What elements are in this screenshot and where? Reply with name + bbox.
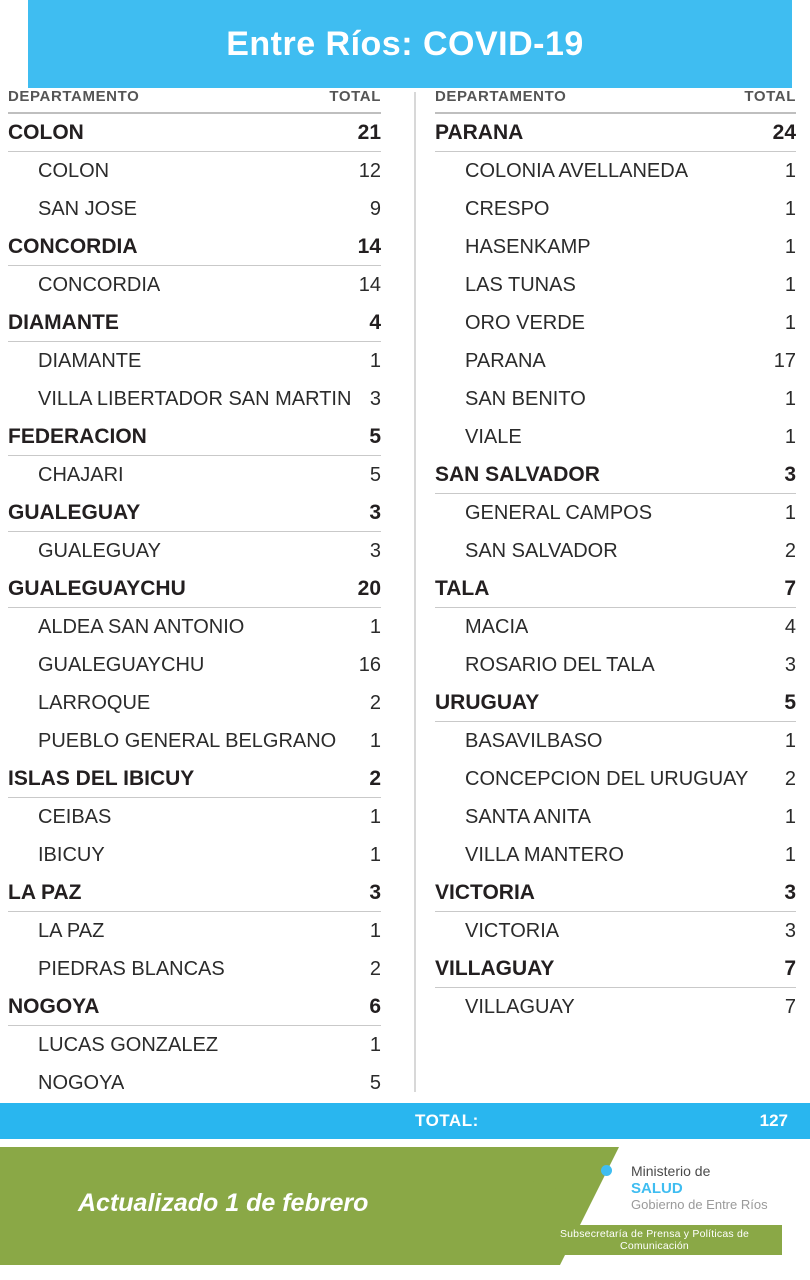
row-value: 14 <box>357 234 381 258</box>
row-value: 3 <box>369 539 381 562</box>
row-value: 2 <box>369 766 381 790</box>
row-name: LA PAZ <box>38 919 105 942</box>
row-name: DIAMANTE <box>8 310 119 334</box>
page-title: Entre Ríos: COVID-19 <box>226 24 584 63</box>
row-value: 3 <box>784 880 796 904</box>
table-row <box>435 342 796 380</box>
logo-mark: er <box>527 1162 569 1215</box>
column-header-right <box>435 88 796 114</box>
logo-gobierno-text: Gobierno de Entre Ríos <box>631 1197 768 1212</box>
row-value: 3 <box>369 387 381 410</box>
row-name: GUALEGUAY <box>8 500 141 524</box>
row-value: 1 <box>784 273 796 296</box>
row-name: COLON <box>38 159 110 182</box>
table-row <box>8 836 381 874</box>
row-name: CONCEPCION DEL URUGUAY <box>465 767 749 790</box>
row-name: ALDEA SAN ANTONIO <box>38 615 245 638</box>
table-row <box>435 988 796 1026</box>
row-name: PARANA <box>465 349 546 372</box>
row-value: 4 <box>369 310 381 334</box>
row-value: 1 <box>369 843 381 866</box>
table-row <box>8 418 381 456</box>
table-row <box>435 380 796 418</box>
row-name: GENERAL CAMPOS <box>465 501 653 524</box>
row-value: 1 <box>784 501 796 524</box>
row-name: SAN BENITO <box>465 387 586 410</box>
column-header-total: TOTAL <box>744 88 796 105</box>
row-name: VILLAGUAY <box>465 995 575 1018</box>
row-name: VILLA MANTERO <box>465 843 624 866</box>
table-column-left <box>0 88 405 1100</box>
table-row <box>8 608 381 646</box>
row-name: NOGOYA <box>8 994 100 1018</box>
row-value: 7 <box>784 956 796 980</box>
row-name: IBICUY <box>38 843 105 866</box>
table-row <box>435 874 796 912</box>
row-value: 1 <box>369 729 381 752</box>
row-value: 2 <box>784 767 796 790</box>
table-row <box>8 304 381 342</box>
table-row <box>435 760 796 798</box>
row-name: SAN SALVADOR <box>465 539 618 562</box>
row-name: LA PAZ <box>8 880 82 904</box>
table-row <box>8 266 381 304</box>
column-header-department: DEPARTAMENTO <box>435 88 567 105</box>
table-row <box>435 418 796 456</box>
table-row <box>435 456 796 494</box>
table-row <box>435 722 796 760</box>
row-value: 1 <box>784 235 796 258</box>
row-name: LUCAS GONZALEZ <box>38 1033 219 1056</box>
table-row <box>8 874 381 912</box>
column-divider <box>414 92 416 1092</box>
table-row <box>435 570 796 608</box>
row-name: COLONIA AVELLANEDA <box>465 159 689 182</box>
row-value: 4 <box>784 615 796 638</box>
row-value: 3 <box>784 462 796 486</box>
table-row <box>8 722 381 760</box>
row-name: VICTORIA <box>435 880 535 904</box>
table-row <box>435 152 796 190</box>
row-name: LAS TUNAS <box>465 273 576 296</box>
table-row <box>8 380 381 418</box>
table-row <box>435 798 796 836</box>
table-row <box>435 836 796 874</box>
table-row <box>8 1026 381 1064</box>
table-row <box>8 228 381 266</box>
row-value: 6 <box>369 994 381 1018</box>
row-value: 1 <box>784 805 796 828</box>
row-value: 5 <box>369 463 381 486</box>
row-name: LARROQUE <box>38 691 151 714</box>
row-name: VILLAGUAY <box>435 956 555 980</box>
page-footer <box>0 1139 810 1280</box>
row-value: 1 <box>369 1033 381 1056</box>
table-row <box>8 570 381 608</box>
logo-subsecretaria-text: Subsecretaría de Prensa y Políticas de Comunicación <box>527 1225 782 1255</box>
row-name: GUALEGUAYCHU <box>38 653 205 676</box>
row-value: 1 <box>784 843 796 866</box>
row-name: GUALEGUAYCHU <box>8 576 186 600</box>
table-row <box>8 950 381 988</box>
row-name: PIEDRAS BLANCAS <box>38 957 225 980</box>
row-name: ORO VERDE <box>465 311 586 334</box>
row-name: TALA <box>435 576 490 600</box>
row-value: 3 <box>369 880 381 904</box>
logo-salud-text: SALUD <box>631 1180 683 1197</box>
row-value: 1 <box>369 919 381 942</box>
table-row <box>8 798 381 836</box>
table-row <box>435 266 796 304</box>
row-name: COLON <box>8 120 84 144</box>
ministry-logo <box>527 1157 782 1257</box>
row-name: DIAMANTE <box>38 349 142 372</box>
table-row <box>8 456 381 494</box>
row-name: NOGOYA <box>38 1071 125 1094</box>
table-row <box>435 646 796 684</box>
row-value: 1 <box>784 159 796 182</box>
row-value: 14 <box>358 273 381 296</box>
column-header-total: TOTAL <box>329 88 381 105</box>
table-row <box>435 228 796 266</box>
table-row <box>435 304 796 342</box>
row-value: 1 <box>784 197 796 220</box>
row-name: VICTORIA <box>465 919 560 942</box>
table-row <box>8 646 381 684</box>
table-row <box>435 494 796 532</box>
table-row <box>8 532 381 570</box>
row-name: SANTA ANITA <box>465 805 591 828</box>
table-row <box>8 494 381 532</box>
table-row <box>8 152 381 190</box>
row-value: 9 <box>369 197 381 220</box>
row-name: CONCORDIA <box>8 234 138 258</box>
table-row <box>435 912 796 950</box>
row-value: 3 <box>369 500 381 524</box>
table-row <box>435 608 796 646</box>
row-name: CONCORDIA <box>38 273 161 296</box>
row-name: VIALE <box>465 425 522 448</box>
row-value: 20 <box>357 576 381 600</box>
row-value: 17 <box>773 349 796 372</box>
page-header <box>0 0 810 88</box>
row-value: 3 <box>784 653 796 676</box>
row-name: FEDERACION <box>8 424 147 448</box>
row-name: SAN JOSE <box>38 197 137 220</box>
logo-ministerio-text: Ministerio de <box>631 1163 711 1179</box>
row-name: VILLA LIBERTADOR SAN MARTIN <box>38 387 352 410</box>
row-name: CHAJARI <box>38 463 124 486</box>
table-row <box>8 912 381 950</box>
row-value: 1 <box>369 615 381 638</box>
row-name: CEIBAS <box>38 805 112 828</box>
row-name: URUGUAY <box>435 690 540 714</box>
row-name: PARANA <box>435 120 524 144</box>
row-value: 2 <box>784 539 796 562</box>
update-date: Actualizado 1 de febrero <box>78 1189 369 1217</box>
row-value: 21 <box>357 120 381 144</box>
row-value: 7 <box>784 576 796 600</box>
table-row <box>8 1064 381 1102</box>
row-name: ROSARIO DEL TALA <box>465 653 655 676</box>
table-row <box>8 684 381 722</box>
data-table <box>0 88 810 1100</box>
table-row <box>435 114 796 152</box>
row-value: 16 <box>358 653 381 676</box>
row-value: 2 <box>369 691 381 714</box>
row-name: PUEBLO GENERAL BELGRANO <box>38 729 337 752</box>
table-row <box>435 190 796 228</box>
row-value: 1 <box>369 349 381 372</box>
header-right-notch <box>792 0 810 88</box>
header-left-notch <box>0 0 28 88</box>
table-row <box>435 684 796 722</box>
table-column-right <box>405 88 810 1100</box>
row-value: 12 <box>358 159 381 182</box>
row-value: 3 <box>784 919 796 942</box>
row-value: 2 <box>369 957 381 980</box>
row-value: 1 <box>784 425 796 448</box>
row-value: 5 <box>784 690 796 714</box>
table-row <box>8 114 381 152</box>
table-row <box>8 988 381 1026</box>
table-row <box>8 190 381 228</box>
table-row <box>435 950 796 988</box>
row-value: 1 <box>784 311 796 334</box>
column-header-left <box>8 88 381 114</box>
table-row <box>8 760 381 798</box>
column-header-department: DEPARTAMENTO <box>8 88 140 105</box>
row-value: 5 <box>369 1071 381 1094</box>
row-name: GUALEGUAY <box>38 539 161 562</box>
row-value: 24 <box>772 120 796 144</box>
row-name: MACIA <box>465 615 529 638</box>
row-name: SAN SALVADOR <box>435 462 600 486</box>
row-value: 7 <box>784 995 796 1018</box>
row-name: ISLAS DEL IBICUY <box>8 766 195 790</box>
total-bar <box>0 1103 810 1139</box>
total-value: 127 <box>759 1111 788 1130</box>
row-value: 1 <box>784 729 796 752</box>
total-label: TOTAL: <box>415 1111 479 1130</box>
row-name: CRESPO <box>465 197 550 220</box>
row-name: BASAVILBASO <box>465 729 603 752</box>
row-value: 5 <box>369 424 381 448</box>
row-value: 1 <box>369 805 381 828</box>
logo-dot-icon <box>601 1165 612 1176</box>
row-name: HASENKAMP <box>465 235 591 258</box>
row-value: 1 <box>784 387 796 410</box>
table-row <box>8 342 381 380</box>
table-row <box>435 532 796 570</box>
